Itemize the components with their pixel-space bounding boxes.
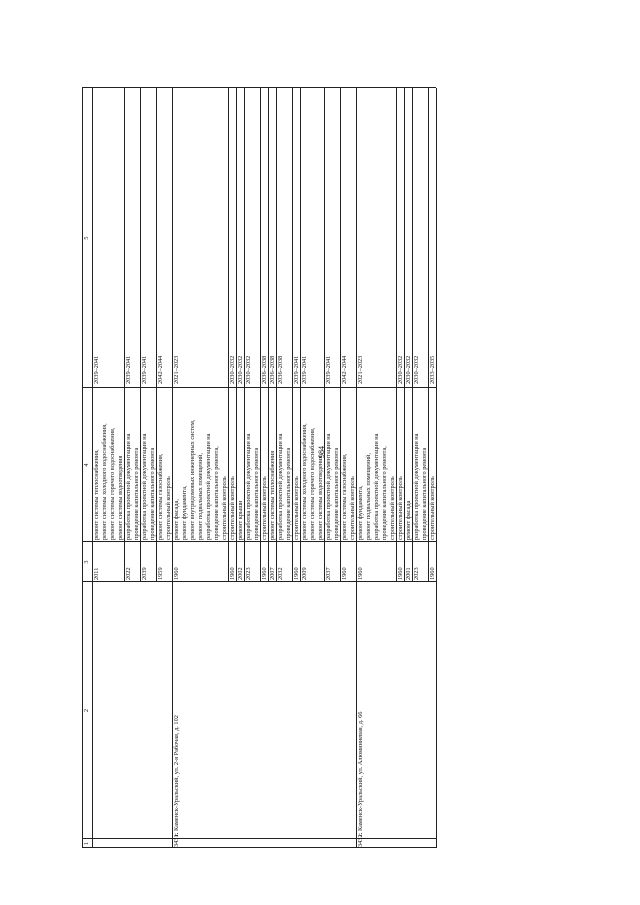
repair-period: 2036–2038 bbox=[261, 355, 268, 384]
work-description: ремонт внутридомовых инженерных систем, bbox=[189, 419, 196, 540]
work-description: проведение капитального ремонта bbox=[149, 447, 156, 540]
repair-period: 2039–2041 bbox=[325, 355, 332, 384]
work-description: ремонт системы теплоснабжения bbox=[269, 450, 276, 540]
row-year: 1960 bbox=[341, 567, 348, 580]
work-description: проведение капитального ремонта, bbox=[381, 446, 388, 540]
capital-repair-table bbox=[82, 88, 602, 848]
row-year: 1960 bbox=[229, 567, 236, 580]
work-description: ремонт фундамента, bbox=[181, 485, 188, 540]
work-description: проведение капитального ремонта bbox=[133, 447, 140, 540]
work-description: ремонт фасада, bbox=[173, 499, 180, 540]
repair-period: 2039–2041 bbox=[301, 355, 308, 384]
column-divider bbox=[82, 387, 436, 388]
work-description: строительный контроль bbox=[429, 476, 436, 540]
row-year: 2009 bbox=[301, 567, 308, 580]
repair-period: 2039–2041 bbox=[93, 355, 100, 384]
repair-period: 2039–2041 bbox=[125, 355, 132, 384]
work-description: строительный контроль bbox=[221, 476, 228, 540]
column-divider bbox=[82, 87, 436, 88]
work-description: ремонт подвальных помещений, bbox=[365, 453, 372, 540]
row-year: 1960 bbox=[397, 567, 404, 580]
row-year: 2039 bbox=[141, 567, 148, 580]
work-description: разработка проектной документации на bbox=[325, 433, 332, 540]
work-description: разработка проектной документации на bbox=[373, 433, 380, 540]
row-year: 2007 bbox=[269, 567, 276, 580]
row-year: 1959 bbox=[157, 567, 164, 580]
work-description: ремонт системы теплоснабжения, bbox=[93, 449, 100, 540]
work-description: строительный контроль bbox=[397, 476, 404, 540]
row-year: 2023 bbox=[413, 567, 420, 580]
column-divider bbox=[82, 847, 436, 848]
work-description: строительный контроль bbox=[261, 476, 268, 540]
row-year: 2001 bbox=[405, 567, 412, 580]
repair-period: 2030–2032 bbox=[405, 355, 412, 384]
work-description: ремонт системы водоотведения bbox=[317, 455, 324, 540]
object-number: 3431. bbox=[173, 832, 180, 847]
work-description: проведение капитального ремонта bbox=[333, 447, 340, 540]
row-year: 2002 bbox=[237, 567, 244, 580]
work-description: ремонт подвальных помещений, bbox=[197, 453, 204, 540]
row-year: 2022 bbox=[125, 567, 132, 580]
work-description: ремонт крыши bbox=[237, 500, 244, 540]
header-col-4: 4 bbox=[83, 463, 90, 467]
work-description: ремонт системы водоотведения bbox=[117, 455, 124, 540]
repair-period: 2036–2038 bbox=[277, 355, 284, 384]
column-divider bbox=[82, 541, 436, 542]
row-year: 1960 bbox=[261, 567, 268, 580]
work-description: строительный контроль bbox=[349, 476, 356, 540]
work-description: разработка проектной документации на bbox=[245, 433, 252, 540]
row-year: 2037 bbox=[325, 567, 332, 580]
repair-period: 2039–2041 bbox=[141, 355, 148, 384]
work-description: строительный контроль bbox=[293, 476, 300, 540]
work-description: ремонт системы холодного водоснабжения, bbox=[101, 423, 108, 540]
column-divider bbox=[82, 581, 436, 582]
work-description: ремонт системы газоснабжения, bbox=[341, 453, 348, 540]
repair-period: 2021–2023 bbox=[357, 355, 364, 384]
row-year: 1960 bbox=[293, 567, 300, 580]
object-address: г. Каменск-Уральский, ул. Алюминиевая, д. 66 bbox=[357, 711, 364, 836]
header-col-5: 5 bbox=[83, 236, 90, 240]
work-description: ремонт системы горячего водоснабжения, bbox=[309, 427, 316, 540]
row-year: 2032 bbox=[277, 567, 284, 580]
work-description: ремонт системы газоснабжения, bbox=[157, 453, 164, 540]
repair-period: 2042–2044 bbox=[157, 355, 164, 384]
row-year: 2011 bbox=[93, 567, 100, 580]
work-description: разработка проектной документации на bbox=[125, 433, 132, 540]
work-description: разработка проектной документации на bbox=[413, 433, 420, 540]
work-description: ремонт системы горячего водоснабжения, bbox=[109, 427, 116, 540]
work-description: ремонт фундамента, bbox=[357, 485, 364, 540]
work-description: проведение капитального ремонта bbox=[285, 447, 292, 540]
work-description: ремонт системы холодного водоснабжения, bbox=[301, 423, 308, 540]
header-col-2: 2 bbox=[83, 708, 90, 713]
column-divider bbox=[82, 838, 436, 839]
work-description: ремонт фасада bbox=[405, 500, 412, 540]
work-description: строительный контроль bbox=[165, 476, 172, 540]
work-description: проведение капитального ремонта bbox=[421, 447, 428, 540]
object-address: г. Каменск-Уральский, ул. 2-я Рабочая, д. 102 bbox=[173, 715, 180, 836]
page-number: 984 bbox=[317, 446, 326, 458]
row-year: 1960 bbox=[357, 567, 364, 580]
work-description: проведение капитального ремонта, bbox=[213, 446, 220, 540]
repair-period: 2033–2035 bbox=[429, 355, 436, 384]
repair-period: 2039–2041 bbox=[293, 355, 300, 384]
work-description: разработка проектной документации на bbox=[277, 433, 284, 540]
work-description: строительный контроль bbox=[389, 476, 396, 540]
row-year: 2023 bbox=[245, 567, 252, 580]
repair-period: 2030–2032 bbox=[229, 355, 236, 384]
work-description: строительный контроль bbox=[229, 476, 236, 540]
work-description: проведение капитального ремонта bbox=[253, 447, 260, 540]
row-year: 1960 bbox=[429, 567, 436, 580]
repair-period: 2036–2038 bbox=[269, 355, 276, 384]
object-number: 3432. bbox=[357, 832, 364, 847]
work-description: разработка проектной документации на bbox=[141, 433, 148, 540]
header-col-1: 1 bbox=[83, 841, 90, 846]
repair-period: 2021–2023 bbox=[173, 355, 180, 384]
row-year: 1960 bbox=[173, 567, 180, 580]
repair-period: 2030–2032 bbox=[413, 355, 420, 384]
repair-period: 2030–2032 bbox=[237, 355, 244, 384]
repair-period: 2030–2032 bbox=[245, 355, 252, 384]
work-description: разработка проектной документации на bbox=[205, 433, 212, 540]
repair-period: 2030–2032 bbox=[397, 355, 404, 384]
repair-period: 2042–2044 bbox=[341, 355, 348, 384]
header-col-3: 3 bbox=[83, 560, 90, 564]
